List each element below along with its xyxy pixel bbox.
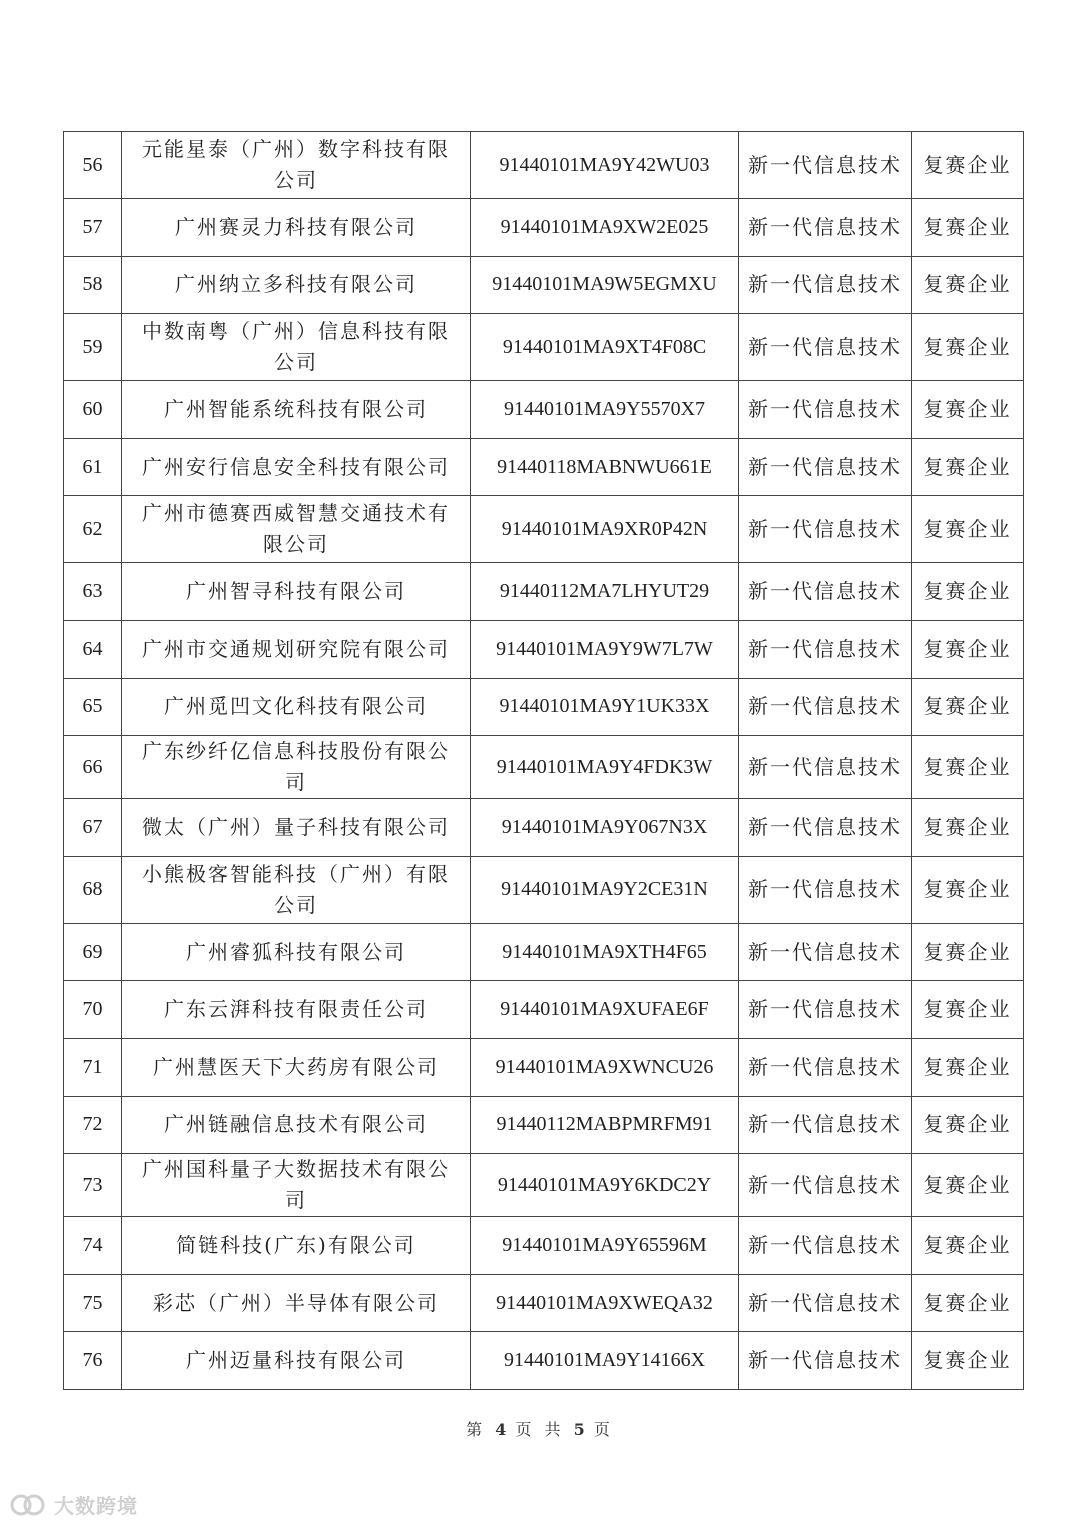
status-cell: 复赛企业 — [912, 981, 1024, 1039]
table-row — [64, 381, 1024, 439]
footer-page-number: 4 — [495, 1420, 507, 1439]
table-row — [64, 1274, 1024, 1332]
footer-middle: 页 共 — [515, 1420, 565, 1439]
industry-field-cell: 新一代信息技术 — [739, 1154, 912, 1217]
row-number-cell: 75 — [64, 1274, 122, 1332]
credit-code-cell: 91440101MA9Y65596M — [471, 1217, 739, 1275]
credit-code-cell: 91440101MA9XT4F08C — [471, 314, 739, 381]
company-name-cell: 广州赛灵力科技有限公司 — [122, 199, 471, 257]
row-number-cell: 58 — [64, 256, 122, 314]
company-name-cell: 广州安行信息安全科技有限公司 — [122, 438, 471, 496]
company-name-cell: 广州纳立多科技有限公司 — [122, 256, 471, 314]
table-row — [64, 132, 1024, 199]
double-ring-logo-icon — [8, 1492, 48, 1518]
company-name-cell: 广州觅凹文化科技有限公司 — [122, 678, 471, 736]
credit-code-cell: 91440101MA9Y42WU03 — [471, 132, 739, 199]
status-cell: 复赛企业 — [912, 1274, 1024, 1332]
company-name-cell: 广州链融信息技术有限公司 — [122, 1096, 471, 1154]
company-name-cell: 广东纱纤亿信息科技股份有限公司 — [122, 736, 471, 799]
industry-field-cell: 新一代信息技术 — [739, 923, 912, 981]
company-name-cell: 广州国科量子大数据技术有限公司 — [122, 1154, 471, 1217]
company-name-cell: 广州迈量科技有限公司 — [122, 1332, 471, 1390]
table-row — [64, 199, 1024, 257]
row-number-cell: 57 — [64, 199, 122, 257]
footer-suffix: 页 — [593, 1420, 614, 1439]
company-table — [63, 131, 1024, 1390]
industry-field-cell: 新一代信息技术 — [739, 799, 912, 857]
status-cell: 复赛企业 — [912, 256, 1024, 314]
credit-code-cell: 91440101MA9XR0P42N — [471, 496, 739, 563]
table-row — [64, 678, 1024, 736]
company-name-cell: 广州智寻科技有限公司 — [122, 563, 471, 621]
industry-field-cell: 新一代信息技术 — [739, 496, 912, 563]
credit-code-cell: 91440101MA9Y1UK33X — [471, 678, 739, 736]
table-row — [64, 981, 1024, 1039]
company-name-cell: 广州智能系统科技有限公司 — [122, 381, 471, 439]
table-row — [64, 1332, 1024, 1390]
status-cell: 复赛企业 — [912, 314, 1024, 381]
row-number-cell: 72 — [64, 1096, 122, 1154]
company-name-cell: 简链科技(广东)有限公司 — [122, 1217, 471, 1275]
credit-code-cell: 91440101MA9Y2CE31N — [471, 856, 739, 923]
page-footer — [0, 1417, 1080, 1440]
status-cell: 复赛企业 — [912, 620, 1024, 678]
row-number-cell: 66 — [64, 736, 122, 799]
table-row — [64, 1038, 1024, 1096]
footer-total-pages: 5 — [573, 1420, 585, 1439]
row-number-cell: 59 — [64, 314, 122, 381]
credit-code-cell: 91440101MA9XUFAE6F — [471, 981, 739, 1039]
status-cell: 复赛企业 — [912, 923, 1024, 981]
table-row — [64, 923, 1024, 981]
row-number-cell: 62 — [64, 496, 122, 563]
row-number-cell: 56 — [64, 132, 122, 199]
industry-field-cell: 新一代信息技术 — [739, 1096, 912, 1154]
status-cell: 复赛企业 — [912, 856, 1024, 923]
credit-code-cell: 91440101MA9XWNCU26 — [471, 1038, 739, 1096]
row-number-cell: 76 — [64, 1332, 122, 1390]
table-row — [64, 438, 1024, 496]
table-row — [64, 736, 1024, 799]
row-number-cell: 74 — [64, 1217, 122, 1275]
industry-field-cell: 新一代信息技术 — [739, 132, 912, 199]
company-name-cell: 中数南粤（广州）信息科技有限公司 — [122, 314, 471, 381]
status-cell: 复赛企业 — [912, 1154, 1024, 1217]
status-cell: 复赛企业 — [912, 678, 1024, 736]
footer-prefix: 第 — [466, 1420, 487, 1439]
industry-field-cell: 新一代信息技术 — [739, 981, 912, 1039]
credit-code-cell: 91440112MABPMRFM91 — [471, 1096, 739, 1154]
credit-code-cell: 91440101MA9XTH4F65 — [471, 923, 739, 981]
credit-code-cell: 91440101MA9XWEQA32 — [471, 1274, 739, 1332]
table-row — [64, 496, 1024, 563]
industry-field-cell: 新一代信息技术 — [739, 563, 912, 621]
watermark-text: 大数跨境 — [54, 1494, 138, 1518]
industry-field-cell: 新一代信息技术 — [739, 314, 912, 381]
company-name-cell: 广州市交通规划研究院有限公司 — [122, 620, 471, 678]
credit-code-cell: 91440101MA9Y067N3X — [471, 799, 739, 857]
table-row — [64, 1217, 1024, 1275]
credit-code-cell: 91440101MA9W5EGMXU — [471, 256, 739, 314]
industry-field-cell: 新一代信息技术 — [739, 736, 912, 799]
industry-field-cell: 新一代信息技术 — [739, 381, 912, 439]
company-name-cell: 微太（广州）量子科技有限公司 — [122, 799, 471, 857]
industry-field-cell: 新一代信息技术 — [739, 1217, 912, 1275]
credit-code-cell: 91440101MA9Y6KDC2Y — [471, 1154, 739, 1217]
status-cell: 复赛企业 — [912, 799, 1024, 857]
status-cell: 复赛企业 — [912, 1332, 1024, 1390]
credit-code-cell: 91440101MA9Y14166X — [471, 1332, 739, 1390]
status-cell: 复赛企业 — [912, 563, 1024, 621]
industry-field-cell: 新一代信息技术 — [739, 678, 912, 736]
credit-code-cell: 91440101MA9Y5570X7 — [471, 381, 739, 439]
status-cell: 复赛企业 — [912, 199, 1024, 257]
row-number-cell: 61 — [64, 438, 122, 496]
company-name-cell: 广东云湃科技有限责任公司 — [122, 981, 471, 1039]
company-name-cell: 广州慧医天下大药房有限公司 — [122, 1038, 471, 1096]
industry-field-cell: 新一代信息技术 — [739, 856, 912, 923]
credit-code-cell: 91440101MA9Y9W7L7W — [471, 620, 739, 678]
table-row — [64, 620, 1024, 678]
row-number-cell: 71 — [64, 1038, 122, 1096]
industry-field-cell: 新一代信息技术 — [739, 1274, 912, 1332]
status-cell: 复赛企业 — [912, 496, 1024, 563]
company-name-cell: 广州市德赛西威智慧交通技术有限公司 — [122, 496, 471, 563]
status-cell: 复赛企业 — [912, 381, 1024, 439]
company-name-cell: 广州睿狐科技有限公司 — [122, 923, 471, 981]
status-cell: 复赛企业 — [912, 736, 1024, 799]
table-row — [64, 856, 1024, 923]
industry-field-cell: 新一代信息技术 — [739, 1038, 912, 1096]
credit-code-cell: 91440101MA9Y4FDK3W — [471, 736, 739, 799]
status-cell: 复赛企业 — [912, 1217, 1024, 1275]
table-row — [64, 799, 1024, 857]
industry-field-cell: 新一代信息技术 — [739, 438, 912, 496]
status-cell: 复赛企业 — [912, 132, 1024, 199]
row-number-cell: 69 — [64, 923, 122, 981]
row-number-cell: 63 — [64, 563, 122, 621]
status-cell: 复赛企业 — [912, 1038, 1024, 1096]
row-number-cell: 67 — [64, 799, 122, 857]
company-table-body — [64, 132, 1024, 1390]
company-name-cell: 元能星泰（广州）数字科技有限公司 — [122, 132, 471, 199]
table-row — [64, 1096, 1024, 1154]
company-name-cell: 彩芯（广州）半导体有限公司 — [122, 1274, 471, 1332]
table-row — [64, 256, 1024, 314]
row-number-cell: 60 — [64, 381, 122, 439]
credit-code-cell: 91440101MA9XW2E025 — [471, 199, 739, 257]
table-row — [64, 1154, 1024, 1217]
credit-code-cell: 91440112MA7LHYUT29 — [471, 563, 739, 621]
status-cell: 复赛企业 — [912, 1096, 1024, 1154]
table-row — [64, 563, 1024, 621]
credit-code-cell: 91440118MABNWU661E — [471, 438, 739, 496]
industry-field-cell: 新一代信息技术 — [739, 256, 912, 314]
row-number-cell: 65 — [64, 678, 122, 736]
status-cell: 复赛企业 — [912, 438, 1024, 496]
industry-field-cell: 新一代信息技术 — [739, 1332, 912, 1390]
row-number-cell: 70 — [64, 981, 122, 1039]
table-row — [64, 314, 1024, 381]
company-name-cell: 小熊极客智能科技（广州）有限公司 — [122, 856, 471, 923]
row-number-cell: 68 — [64, 856, 122, 923]
row-number-cell: 73 — [64, 1154, 122, 1217]
row-number-cell: 64 — [64, 620, 122, 678]
watermark — [8, 1490, 138, 1519]
industry-field-cell: 新一代信息技术 — [739, 620, 912, 678]
industry-field-cell: 新一代信息技术 — [739, 199, 912, 257]
